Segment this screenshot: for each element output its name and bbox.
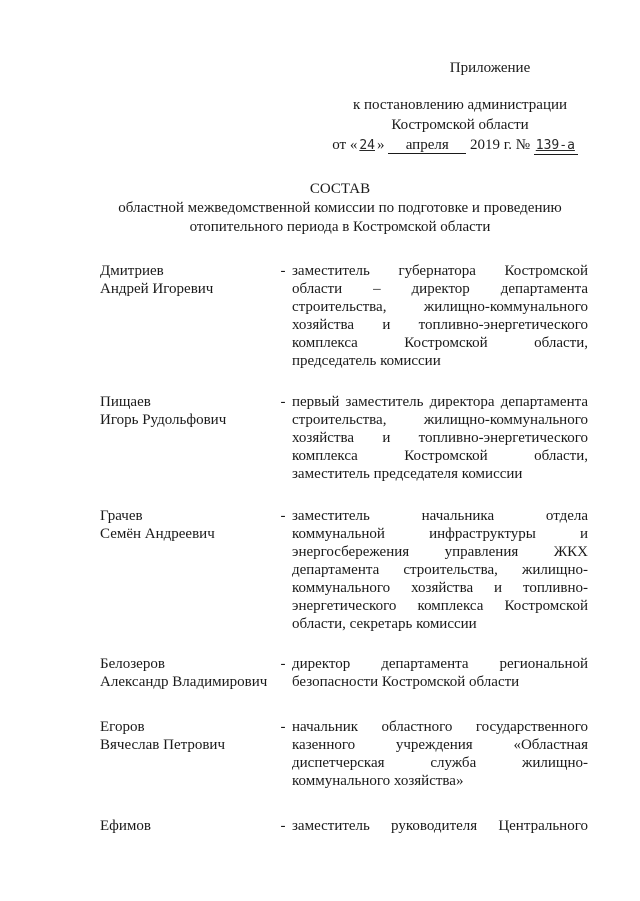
- heading-line-2: отопительного периода в Костромской области: [189, 219, 491, 235]
- member-given-name: Семён Андреевич: [100, 526, 215, 542]
- member-surname: Белозеров: [100, 656, 165, 672]
- heading-title: СОСТАВ: [309, 181, 371, 197]
- member-role-line: комплекса Костромской области,: [292, 335, 588, 351]
- member-dash: -: [280, 508, 286, 524]
- member-name: [100, 718, 280, 754]
- member-role: [292, 393, 588, 483]
- member-role-line: комплекса Костромской области,: [292, 448, 588, 464]
- member-dash: -: [280, 719, 286, 735]
- member-role-line: безопасности Костромской области: [292, 674, 520, 690]
- member-role: [292, 262, 588, 370]
- appendix-block: [332, 58, 580, 156]
- member-name: [100, 393, 280, 429]
- member-role-line: хозяйства и топливно-энергетического: [292, 430, 588, 446]
- member-role: [292, 655, 588, 691]
- appendix-line-2: Костромской области: [391, 117, 529, 133]
- member-role-line: коммунального хозяйства»: [292, 773, 464, 789]
- member-role-line: заместитель председателя комиссии: [292, 466, 523, 482]
- date-month: апреля: [388, 137, 466, 154]
- member-dash: -: [280, 656, 286, 672]
- member-role-line: энергосбережения управления ЖКХ: [292, 544, 588, 560]
- member-role: [292, 718, 588, 790]
- member-role-line: заместитель губернатора Костромской: [292, 263, 588, 279]
- member-role-line: первый заместитель директора департамента: [292, 394, 588, 410]
- member-role-line: председатель комиссии: [292, 353, 441, 369]
- member-role-line: энергетического комплекса Костромской: [292, 598, 588, 614]
- heading-line-1: областной межведомственной комиссии по подготовке и проведению: [118, 200, 562, 216]
- member-role-line: коммунальной инфраструктуры и: [292, 526, 588, 542]
- member-dash: -: [280, 394, 286, 410]
- member-surname: Грачев: [100, 508, 143, 524]
- member-surname: Егоров: [100, 719, 145, 735]
- member-dash: -: [280, 263, 286, 279]
- member-role-line: коммунального хозяйства и топливно-: [292, 580, 588, 596]
- member-dash: -: [280, 818, 286, 834]
- member-role: [292, 507, 588, 633]
- member-role-line: заместитель начальника отдела: [292, 508, 588, 524]
- member-role-line: заместитель руководителя Центрального: [292, 818, 588, 834]
- member-role-line: области – директор департамента: [292, 281, 588, 297]
- decree-number: 139-а: [534, 138, 578, 155]
- date-mid: »: [376, 137, 385, 153]
- member-role: [292, 817, 588, 835]
- document-heading: [80, 180, 600, 237]
- member-given-name: Вячеслав Петрович: [100, 737, 225, 753]
- member-role-line: начальник областного государственного: [292, 719, 588, 735]
- member-given-name: Андрей Игоревич: [100, 281, 214, 297]
- date-prefix: от «: [332, 137, 358, 153]
- member-role-line: директор департамента региональной: [292, 656, 588, 672]
- appendix-line-1: к постановлению администрации: [352, 97, 568, 113]
- appendix-title: Приложение: [449, 60, 531, 76]
- member-role-line: диспетчерская служба жилищно-: [292, 755, 588, 771]
- member-name: [100, 507, 280, 543]
- member-name: [100, 655, 280, 691]
- member-role-line: казенного учреждения «Областная: [292, 737, 588, 753]
- member-surname: Дмитриев: [100, 263, 164, 279]
- member-role-line: строительства, жилищно-коммунального: [292, 299, 588, 315]
- member-role-line: департамента строительства, жилищно-: [292, 562, 588, 578]
- date-year: 2019 г. №: [469, 137, 531, 153]
- member-surname: Ефимов: [100, 818, 151, 834]
- member-role-line: области, секретарь комиссии: [292, 616, 477, 632]
- date-day: 24: [359, 138, 375, 153]
- member-role-line: строительства, жилищно-коммунального: [292, 412, 588, 428]
- member-name: [100, 817, 280, 835]
- appendix-date-line: [330, 135, 580, 156]
- member-role-line: хозяйства и топливно-энергетического: [292, 317, 588, 333]
- member-given-name: Александр Владимирович: [100, 674, 268, 690]
- member-name: [100, 262, 280, 298]
- member-surname: Пищаев: [100, 394, 151, 410]
- member-given-name: Игорь Рудольфович: [100, 412, 227, 428]
